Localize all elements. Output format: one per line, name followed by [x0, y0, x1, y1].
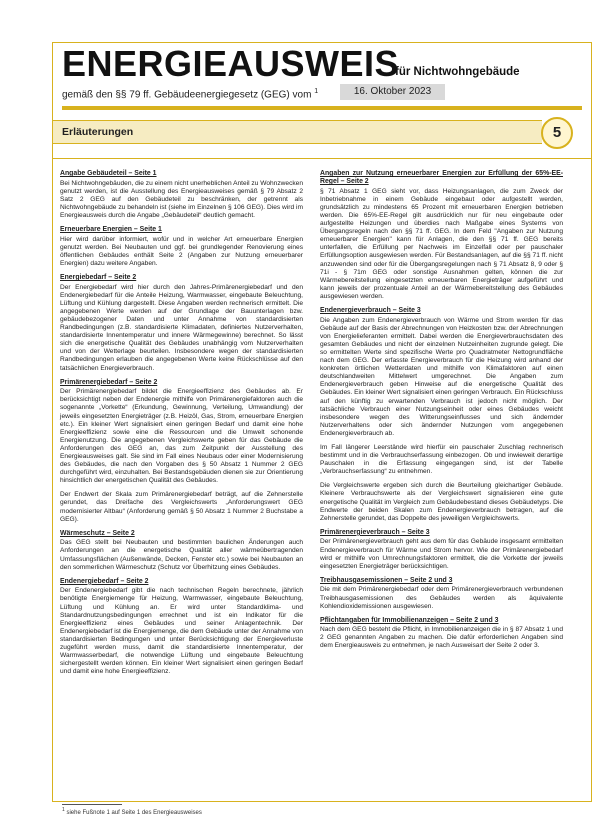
legal-basis-text: gemäß den §§ 79 ff. Gebäudeenergiegesetz (GEG) vom [62, 89, 312, 101]
explanation-section [60, 379, 303, 524]
section-title: Erläuterungen [62, 126, 134, 138]
right-column [320, 170, 563, 657]
left-column [60, 170, 303, 682]
section-paragraph: Die mit dem Primärenergiebedarf oder dem Primärenergieverbrauch verbundenen Treibhausgasemissionen des Gebäudes werden als äquivalente Kohlendioxidemissionen ausgewiesen. [320, 586, 563, 610]
explanation-section [320, 617, 563, 651]
header-divider [62, 106, 582, 110]
section-paragraph: § 71 Absatz 1 GEG sieht vor, dass Heizungsanlagen, die zum Zweck der Inbetriebnahme in einem Gebäude eingebaut oder aufgestellt werden, grundsätzlich zu mindestens 65 Prozent mit erneuerbaren Energien betrieben werden. Die 65%-EE-Regel gilt ausdrücklich nur für neu eingebaute oder aufgestellte Heizungen und überdies nach Maßgabe eines Systems von Übergangsregeln nach den §§ 71 ff. GEG. In dem Feld "Angaben zur Nutzung erneuerbarer Energien" kann für Anlagen, die den §§ 71 ff. GEG bereits unterfallen, die Erfüllung per Nachweis im Einzelfall oder per pauschaler Erfüllungsoption ausgewiesen werden. Für Bestandsanlagen, auf die §§ 71 ff. nicht anzuwenden sind oder für die Übergangsregelungen nach § 71 Absatz 8, 9 oder § 71i - § 71m GEG oder sonstige Ausnahmen gelten, können die zur Wärmebereitstellung eingesetzten erneuerbaren Energieträger aufgeführt und kann jeweils der prozentuale Anteil an der Wärmebereitstellung des Gebäudes ausgewiesen werden. [320, 187, 563, 300]
section-heading: Angabe Gebäudeteil – Seite 1 [60, 170, 157, 177]
section-heading: Pflichtangaben für Immobilienanzeigen – Seite 2 und 3 [320, 616, 499, 624]
footnote-divider [62, 804, 122, 805]
section-paragraph: Das GEG stellt bei Neubauten und bestimmten baulichen Änderungen auch Anforderungen an die energetische Qualität aller wärmeübertragenden Umfassungsflächen (Außenwände, Decken, Fenster etc.) sowie bei Neubauten an den sommerlichen Wärmeschutz (Schutz vor Überhitzung eines Gebäudes. [60, 539, 303, 571]
section-paragraph: Hier wird darüber informiert, wofür und in welcher Art erneuerbare Energien genutzt werden. Bei Neubauten und ggf. bei grundlegender Renovierung eines öffentlichen Gebäudes enthält Seite 2 (Angaben zur Nutzung erneuerbarer Energien) dazu weitere Angaben. [60, 235, 303, 267]
section-heading: Primärenergieverbrauch – Seite 3 [320, 528, 430, 536]
section-heading: Energiebedarf – Seite 2 [60, 274, 137, 282]
section-heading: Treibhausgasemissionen – Seite 2 und 3 [320, 576, 453, 584]
section-paragraph: Die Angaben zum Endenergieverbrauch von Wärme und Strom werden für das Gebäude auf der Basis der Abrechnungen von Heizkosten bzw. der Abrechnungen von Energielieferanten ermittelt. Dabei werden die Energieverbrauchsdaten des gesamten Gebäudes und nicht der einzelnen Nutzeinheiten zugrunde gelegt. Die so ermittelten Werte sind spezifische Werte pro Quadratmeter Nettogrundfläche nach dem GEG. Der erfasste Energieverbrauch für die Heizung wird anhand der konkreten örtlichen Wetterdaten und mithilfe von Klimafaktoren auf einen deutschlandweiten Mittelwert umgerechnet. Die Angaben zum Endenergieverbrauch geben Hinweise auf die energetische Qualität des Gebäudes. Ein kleiner Wert signalisiert einen geringen Verbrauch. Ein Rückschluss auf den künftig zu erwartenden Verbrauch ist jedoch nicht möglich. Der tatsächliche Verbrauch einer Nutzungseinheit oder eines Gebäudes weicht insbesondere wegen des Witterungseinflusses und sich ändernder Nutzerverhaltens oder sich ändernder Nutzungen vom angegebenen Endenergieverbrauch ab. [320, 316, 563, 437]
section-heading: Primärenergiebedarf – Seite 2 [60, 378, 158, 386]
footnote-text: siehe Fußnote 1 auf Seite 1 des Energieausweises [66, 810, 202, 816]
document-title: ENERGIEAUSWEIS [62, 43, 400, 84]
section-paragraph: Der Endwert der Skala zum Primärenergiebedarf beträgt, auf die Zehnerstelle gerundet, das Dreifache des Vergleichswerts „Anforderungswert GEG modernisierter Altbau“ (Anforderung gemäß § 50 Absatz 1 Nummer 2 Buchstabe a GEG). [60, 491, 303, 523]
section-paragraph: Im Fall längerer Leerstände wird hierfür ein pauschaler Zuschlag rechnerisch bestimmt und in die Verbrauchserfassung einbezogen. Ob und inwieweit derartige Pauschalen in die Erfassung eingegangen sind, ist der Tabelle „Verbrauchserfassung“ zu entnehmen. [320, 444, 563, 476]
page-number-badge: 5 [541, 117, 573, 149]
footnote-marker: 1 [62, 807, 65, 813]
section-paragraph: Der Energiebedarf wird hier durch den Jahres-Primärenergiebedarf und den Endenergiebedarf für die Anteile Heizung, Warmwasser, eingebaute Beleuchtung, Lüftung und Kühlung dargestellt. Diese Angaben werden rechnerisch ermittelt. Die angegebenen Werte werden auf der Grundlage der Bauunterlagen bzw. gebäudebezogener Daten und unter Annahme von standardisierten Randbedingungen (z.B. standardisierte Klimadaten, definiertes Nutzerverhalten, standardisierte Innentemperatur und innere Wärmegewinne) berechnet. So lässt sich die energetische Qualität des Gebäudes unabhängig vom Nutzerverhalten und von der Wetterlage beurteilen. Insbesondere wegen der standardisierten Randbedingungen erlauben die angegebenen Werte keine Rückschlüsse auf den tatsächlichen Energieverbrauch. [60, 283, 303, 372]
section-paragraph: Die Vergleichswerte ergeben sich durch die Beurteilung gleichartiger Gebäude. Kleinere Verbrauchswerte als der Vergleichswert signalisieren eine gute energetische Qualität im Vergleich zum Gebäudebestand dieses Gebäudetyps. Die Endwerte der beiden Skalen zum Endenergieverbrauch betragen, auf die Zehnerstelle gerundet, das Doppelte des jeweiligen Vergleichswerts. [320, 482, 563, 522]
explanation-section [60, 274, 303, 373]
legal-footnote-marker: 1 [314, 88, 319, 95]
footnote [62, 807, 202, 816]
section-paragraph: Der Primärenergiebedarf bildet die Energieeffizienz des Gebäudes ab. Er berücksichtigt neben der Endenergie mithilfe von Primärenergiefaktoren auch die sogenannte „Vorkette“ (Erkundung, Gewinnung, Verteilung, Umwandlung) der jeweils eingesetzten Energieträger (z.B. Heizöl, Gas, Strom, erneuerbare Energien etc.). Ein kleiner Wert signalisiert einen geringen Bedarf und damit eine hohe Energieeffizienz sowie eine die Ressourcen und die Umwelt schonende Energienutzung. Die angegebenen Vergleichswerte geben für das Gebäude die Anforderungen des GEG an, das zum Zeitpunkt der Ausstellung des Energieausweises galt. Sie sind im Fall eines Neubaus oder einer Modernisierung des Gebäudes, die nach den Vorgaben des § 50 Absatz 1 Nummer 2 GEG durchgeführt wird, einzuhalten. Bei Bestandsgebäuden dienen sie zur Orientierung hinsichtlich der energetischen Qualität des Gebäudes. [60, 388, 303, 485]
document-subtitle: für Nichtwohngebäude [395, 66, 520, 78]
section-heading: Wärmeschutz – Seite 2 [60, 529, 135, 537]
section-paragraph: Nach dem GEG besteht die Pflicht, in Immobilienanzeigen die in § 87 Absatz 1 und 2 GEG genannten Angaben zu machen. Die dafür erforderlichen Angaben sind dem Energieausweis zu entnehmen, je nach Ausweisart der Seite 2 oder 3. [320, 626, 563, 650]
legal-basis [62, 88, 318, 100]
section-heading: Erneuerbare Energien – Seite 1 [60, 226, 162, 234]
explanation-section [60, 170, 303, 220]
explanation-section [60, 530, 303, 572]
section-heading: Endenergieverbrauch – Seite 3 [320, 307, 421, 314]
section-paragraph: Der Endenergiebedarf gibt die nach technischen Regeln berechnete, jährlich benötigte Energiemenge für Heizung, Warmwasser, eingebaute Beleuchtung, Lüftung und Kühlung an. Er wird unter Standardklima- und Standardnutzungsbedingungen errechnet und ist ein Indikator für die Energieeffizienz eines Gebäudes und seiner Anlagentechnik. Der Endenergiebedarf ist die Energiemenge, die dem Gebäude unter der Annahme von standardisierten Bedingungen und unter Berücksichtigung der Energieverluste zugeführt werden muss, damit die standardisierte Innentemperatur, der Warmwasserbedarf, die notwendige Lüftung und eingebaute Beleuchtung sichergestellt werden können. Ein kleiner Wert signalisiert einen geringen Bedarf und damit eine hohe Energieeffizienz. [60, 587, 303, 676]
issue-date: 16. Oktober 2023 [340, 84, 445, 100]
section-paragraph: Der Primärenergieverbrauch geht aus dem für das Gebäude insgesamt ermittelten Endenergieverbrauch für Wärme und Strom hervor. Wie der Primärenergiebedarf wird er mithilfe von Umrechnungsfaktoren ermittelt, die die Vorkette der jeweils eingesetzten Energieträger berücksichtigen. [320, 538, 563, 570]
explanation-section [320, 529, 563, 571]
section-heading: Endenergiebedarf – Seite 2 [60, 577, 149, 585]
section-paragraph: Bei Nichtwohngebäuden, die zu einem nicht unerheblichen Anteil zu Wohnzwecken genutzt werden, ist die Ausstellung des Energieausweises gemäß § 79 Absatz 2 Satz 2 GEG auf den Gebäudeteil zu beschränken, der getrennt als Nichtwohngebäude zu behandeln ist (siehe im Einzelnen § 106 GEG). Dies wird im Energieausweis durch die Angabe „Gebäudeteil“ deutlich gemacht. [60, 179, 303, 219]
explanation-section [320, 577, 563, 611]
explanation-section [320, 170, 563, 301]
explanation-section [60, 578, 303, 677]
explanation-section [60, 226, 303, 268]
section-heading: Angaben zur Nutzung erneuerbarer Energien zur Erfüllung der 65%-EE-Regel – Seite 2 [320, 170, 563, 186]
explanation-section [320, 307, 563, 523]
